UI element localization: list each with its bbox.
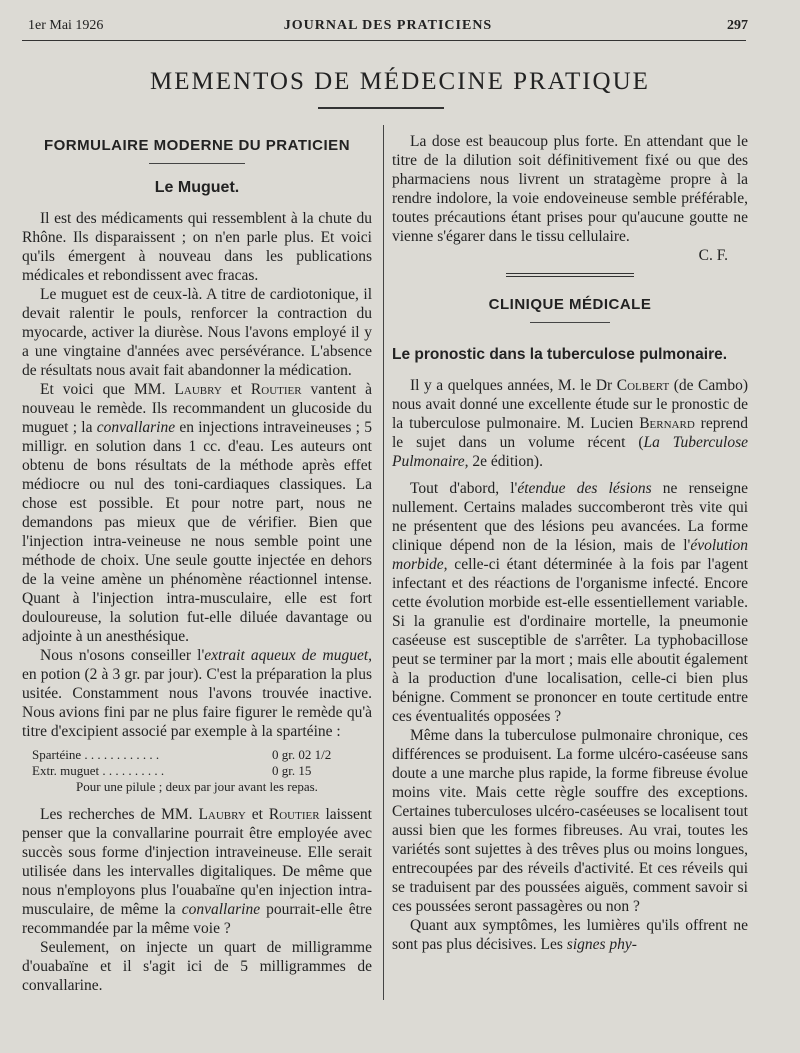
header-rule — [22, 40, 746, 41]
signature: C. F. — [698, 247, 728, 264]
left-column — [22, 136, 372, 995]
paragraph: La dose est beaucoup plus forte. En attendant que le titre de la dilution soit définitivement fixé ou que des pharmaciens nous livrent un stratagème propre à la rendre indolore, la voie endoveineuse semble préférable, toutes précautions étant prises pour qu'aucune goutte ne vienne s'égarer dans le tissu cellulaire. — [392, 133, 748, 245]
author-name: Routier — [268, 806, 320, 823]
page-title: MEMENTOS DE MÉDECINE PRATIQUE — [150, 68, 650, 95]
article-title-pronostic: Le pronostic dans la tuberculose pulmonaire. — [392, 346, 728, 363]
section-rule — [530, 322, 610, 323]
prescription — [22, 747, 372, 795]
paragraph: Il y a quelques années, M. le Dr Colbert (de Cambo) nous avait donné une excellente étude sur le pronostic de la tuberculose pulmonaire. M. Lucien Bernard reprend le sujet dans un volume récent (La Tuberculose Pulmonaire, 2e édition). — [392, 377, 748, 470]
title-rule — [318, 107, 444, 109]
paragraph: Nous n'osons conseiller l'extrait aqueux de muguet, en potion (2 à 3 gr. par jour). C'est la préparation la plus usitée. Constamment nous l'avons trouvée inactive. Nous avions fini par ne plus faire figurer le remède qu'à titre d'excipient associé par exemple à la spartéine : — [22, 647, 373, 740]
author-name: Laubry — [174, 381, 222, 398]
paragraph: Les recherches de MM. Laubry et Routier laissent penser que la convallarine pourrait être employée avec succès sous forme d'injection intraveineuse. Elle serait utilisée dans les intervalles digitaliques. De même que nous n'employons plus l'ouabaïne qu'en injection intra-musculaire, de même la convallarine pourrait-elle être recommandée par la même voie ? — [22, 806, 372, 937]
prescription-note: Pour une pilule ; deux par jour avant les repas. — [76, 779, 318, 794]
prescription-line: Spartéine . . . . . . . . . . . . 0 gr. 02 1/2 — [32, 747, 332, 762]
author-name: Routier — [250, 381, 302, 398]
paragraph: Tout d'abord, l'étendue des lésions ne renseigne nullement. Certains malades succomberont très vite qui ne présentent que des lésions peu avancées. La forme clinique dépend non de la lésion, mais de l'évolution morbide, celle-ci étant déterminée à la fois par l'agent infectant et des réactions de l'organisme infecté. Encore cette évolution morbide est-elle essentiellement variable. Si la granulie est d'ordinaire mortelle, la pneumonie caséeuse est susceptible de s'arrêter. La typhobacillose peut se terminer par la mort ; mais elle aboutit également à la production d'une localisation, celle-ci bien plus bénigne. Comment se prononcer en toute certitude entre ces éventualités opposées ? — [392, 480, 748, 725]
paragraph: Le muguet est de ceux-là. A titre de cardiotonique, il devait ralentir le pouls, renforcer la contraction du myocarde, activer la diurèse. Nous l'avons employé il y a une vingtaine d'années avec persévérance. L'absence de résultats nous avait fait abandonner la médication. — [22, 286, 372, 379]
section-heading-formulaire: FORMULAIRE MODERNE DU PRATICIEN — [43, 137, 351, 154]
journal-name: JOURNAL DES PRATICIENS — [283, 18, 493, 33]
running-header — [28, 18, 748, 40]
section-rule — [149, 163, 245, 164]
prescription-line: Extr. muguet . . . . . . . . . . 0 gr. 15 — [32, 763, 312, 778]
paragraph: Même dans la tuberculose pulmonaire chronique, ces différences se produisent. La forme ulcéro-caséeuse sans doute a une marche plus rapide, la forme fibreuse évolue moins vite. Mais cette règle souffre des exceptions. Certaines tuberculoses ulcéro-caséeuses se localisent tout aussi bien que les formes fibreuses. Au vrai, toutes les variétés sont sujettes à des trêves plus ou moins longues, entrecoupées par des réveils d'activité. Et ces réveils qui se traduisent par des poussées aiguës, comment savoir si ces poussées seront passagères ou non ? — [392, 727, 748, 915]
double-rule — [506, 273, 634, 277]
column-divider — [383, 125, 384, 1000]
author-name: Colbert — [616, 377, 670, 394]
right-column — [392, 132, 748, 954]
page-number: 297 — [727, 18, 748, 33]
article-title-muguet: Le Muguet. — [154, 179, 240, 196]
paragraph: Il est des médicaments qui ressemblent à la chute du Rhône. Ils disparaissent ; on n'en parle plus. Et voici qu'ils émergent à nouveau dans les publications médicales et rebondissent avec fracas. — [22, 210, 372, 284]
author-name: Bernard — [639, 415, 695, 432]
paragraph: Seulement, on injecte un quart de milligramme d'ouabaïne et il s'agit ici de 5 milligrammes de convallarine. — [22, 939, 372, 994]
header-date: 1er Mai 1926 — [28, 18, 104, 33]
paragraph: Et voici que MM. Laubry et Routier vantent à nouveau le remède. Ils recommandent un glucoside du muguet ; la convallarine en injections intraveineuses ; 5 milligr. en solution dans 1 cc. d'eau. Les auteurs ont obtenu de bons résultats de la méthode après effet médiocre ou nul des toni-cardiaques classiques. La chose est possible. Et pour notre part, nous ne demandons pas mieux que de vérifier. Bien que l'injection intra-veineuse ne nous semble point une méthode de choix. Une seule goutte injectée en dehors de la veine amène un phénomène réactionnel intense. Quant à l'injection intra-musculaire, elle est fort douloureuse, la solution fut-elle diluée davantage ou adjointe à un anesthésique. — [22, 381, 372, 645]
author-name: Laubry — [198, 806, 246, 823]
section-heading-clinique: CLINIQUE MÉDICALE — [488, 296, 652, 313]
paragraph: Quant aux symptômes, les lumières qu'ils offrent ne sont pas plus décisives. Les signes phy- — [392, 917, 748, 953]
